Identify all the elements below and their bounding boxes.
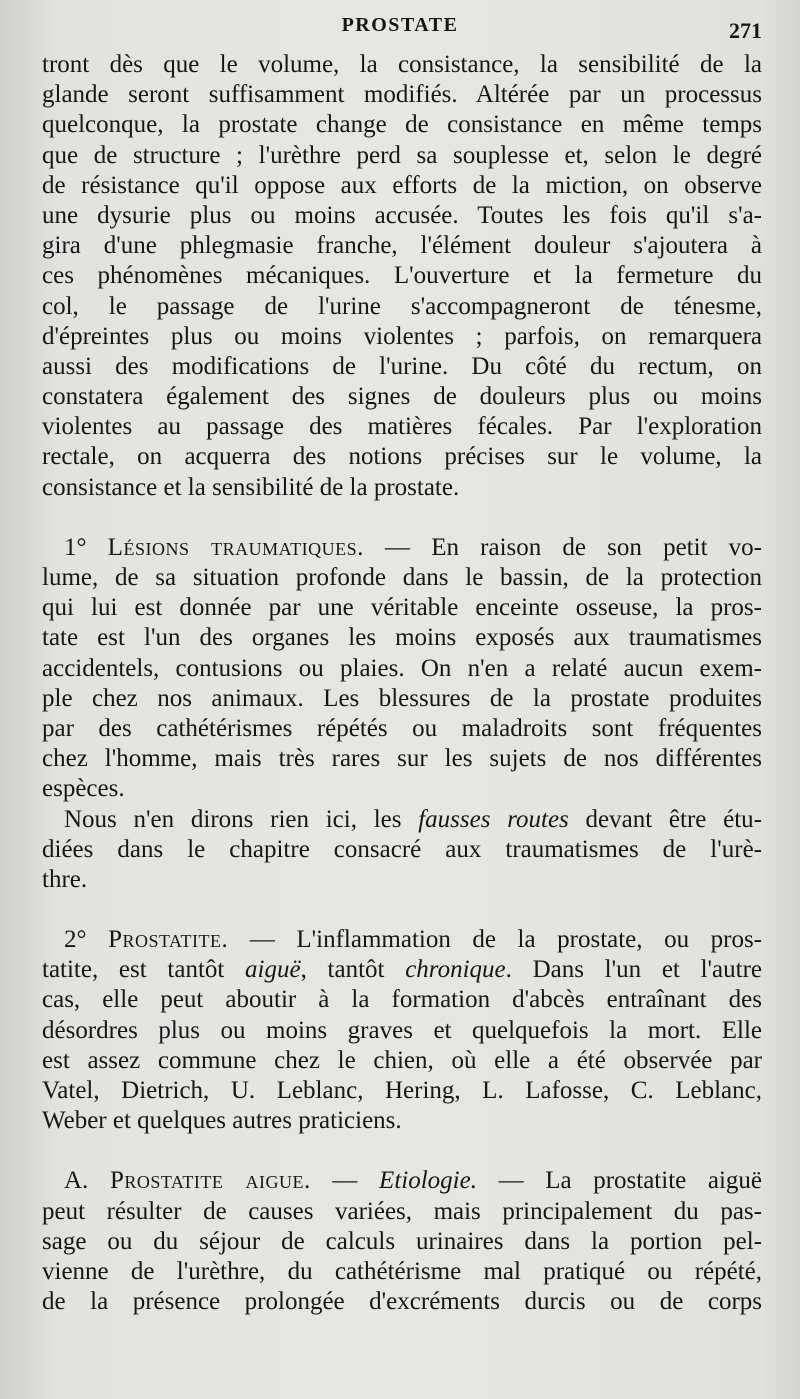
text-run: — En raison de son petit vo- [363, 533, 762, 561]
page-body [42, 50, 762, 1317]
section-heading: Lésions traumatiques. [107, 533, 364, 561]
text-run: — L'inflammation de la prostate, ou pros- [228, 926, 762, 954]
text-line: ple chez nos animaux. Les blessures de la prostate produites [42, 684, 762, 712]
text-line: une dysurie plus ou moins accusée. Toutes les fois qu'il s'a- [42, 201, 762, 229]
text-line: aussi des modifications de l'urine. Du côté du rectum, on [42, 352, 762, 380]
section-heading: Prostatite. [108, 926, 229, 954]
text-line: chez l'homme, mais très rares sur les sujets de nos différentes [42, 745, 762, 773]
text-line: est assez commune chez le chien, où elle a été observée par [42, 1046, 762, 1074]
text-line [42, 955, 762, 985]
section-prostatitis [42, 925, 762, 1136]
text-line: que de structure ; l'urèthre perd sa souplesse et, selon le degré [42, 141, 762, 169]
text-line: diées dans le chapitre consacré aux traumatismes de l'urè- [42, 835, 762, 863]
text-run: Nous n'en dirons rien ici, les [64, 805, 419, 833]
text-line: ces phénomènes mécaniques. L'ouverture et la fermeture du [42, 262, 762, 290]
section-number: 2° [64, 926, 87, 954]
italic-term: chronique [405, 956, 506, 984]
section-traumatic-lesions [42, 533, 762, 895]
paragraph-gap [42, 503, 762, 533]
italic-term: aiguë [245, 956, 301, 984]
text-line: gira d'une phlegmasie franche, l'élément douleur s'ajoutera à [42, 232, 762, 260]
text-line: désordres plus ou moins graves et quelquefois la mort. Elle [42, 1016, 762, 1044]
text-line: espèces. [42, 775, 125, 803]
text-line: glande seront suffisamment modifiés. Altérée par un processus [42, 81, 762, 109]
text-line: violentes au passage des matières fécales. Par l'exploration [42, 413, 762, 441]
text-run: , tantôt [300, 956, 406, 984]
text-run: — [310, 1167, 380, 1195]
text-line: Weber et quelques autres praticiens. [42, 1107, 402, 1135]
text-line: constatera également des signes de douleurs plus ou moins [42, 383, 762, 411]
text-line: quelconque, la prostate change de consistance en même temps [42, 111, 762, 139]
text-line: consistance et la sensibilité de la prostate. [42, 473, 460, 501]
text-line [42, 805, 762, 835]
text-line: Vatel, Dietrich, U. Leblanc, Hering, L. Lafosse, C. Leblanc, [42, 1077, 762, 1104]
section-first-line [42, 533, 762, 563]
section-first-line [42, 1166, 762, 1196]
italic-term: fausses routes [418, 805, 569, 833]
text-line: d'épreintes plus ou moins violentes ; parfois, on remarquera [42, 322, 762, 350]
text-line: accidentels, contusions ou plaies. On n'en a relaté aucun exem- [42, 654, 762, 682]
text-line: lume, de sa situation profonde dans le bassin, de la protection [42, 564, 762, 591]
paragraph-gap [42, 895, 762, 925]
section-acute-prostatitis [42, 1166, 762, 1317]
text-run: tatite, est tantôt [42, 956, 246, 984]
running-head [0, 14, 800, 50]
text-run: devant être étu- [568, 805, 762, 833]
text-line: thre. [42, 865, 88, 893]
intro-paragraph [42, 50, 762, 503]
section-number: 1° [64, 533, 87, 561]
page-number: 271 [729, 18, 762, 43]
text-line: col, le passage de l'urine s'accompagneront de ténesme, [42, 292, 762, 320]
text-line: de résistance qu'il oppose aux efforts de la miction, on observe [42, 171, 762, 199]
text-line: par des cathétérismes répétés ou maladroits sont fréquentes [42, 714, 762, 742]
text-run: . Dans l'un et l'autre [505, 956, 762, 984]
text-line: de la présence prolongée d'excréments durcis ou de corps [42, 1288, 762, 1316]
text-line: qui lui est donnée par une véritable enceinte osseuse, la pros- [42, 594, 762, 622]
text-run: — La prostatite aiguë [476, 1167, 762, 1195]
text-line: tront dès que le volume, la consistance, la sensibilité de la [42, 51, 762, 78]
text-line: sage ou du séjour de calculs urinaires dans la portion pel- [42, 1227, 762, 1255]
section-letter: A. [64, 1167, 89, 1195]
paragraph-gap [42, 1136, 762, 1166]
text-line: cas, elle peut aboutir à la formation d'abcès entraînant des [42, 986, 762, 1014]
text-line: peut résulter de causes variées, mais principalement du pas- [42, 1197, 762, 1225]
subsection-heading: Etiologie. [379, 1167, 477, 1195]
section-first-line [42, 925, 762, 955]
running-head-title: PROSTATE [341, 14, 459, 36]
text-line: tate est l'un des organes les moins exposés aux traumatismes [42, 624, 762, 652]
text-line: vienne de l'urèthre, du cathétérisme mal pratiqué ou répété, [42, 1257, 762, 1285]
section-heading: Prostatite aigue. [109, 1167, 311, 1195]
text-line: rectale, on acquerra des notions précises sur le volume, la [42, 443, 762, 471]
